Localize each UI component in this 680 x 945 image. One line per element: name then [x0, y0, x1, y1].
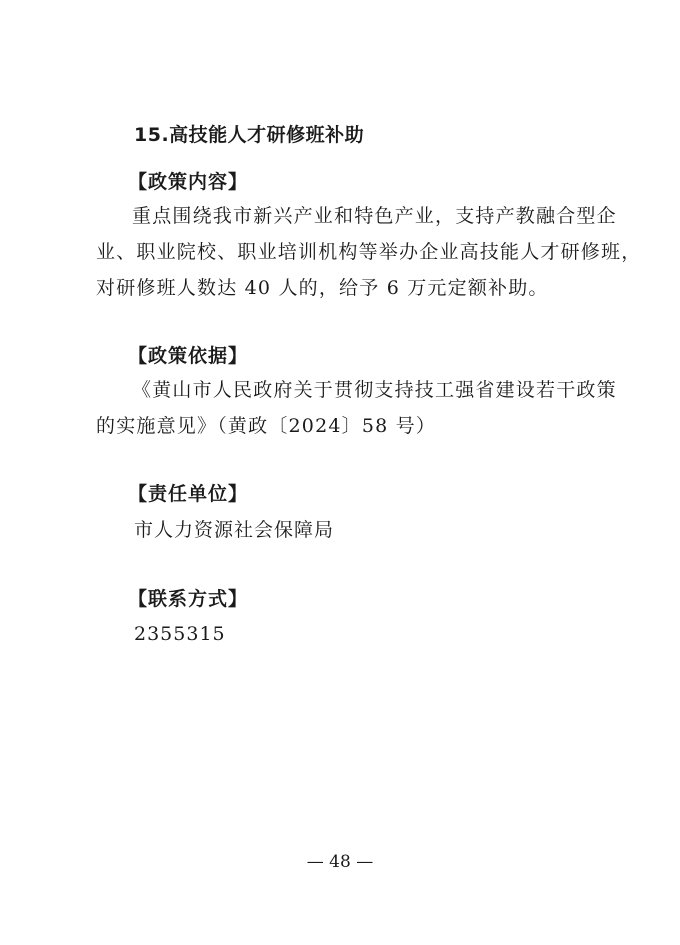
paragraph-line: 对研修班人数达 40 人的，给予 6 万元定额补助。 [96, 277, 549, 299]
policy-basis-paragraph [96, 372, 617, 444]
policy-content-paragraph [96, 198, 642, 306]
paragraph-line: 《黄山市人民政府关于贯彻支持技工强省建设若干政策 [132, 379, 617, 401]
policy-basis-heading: 【政策依据】 [128, 345, 249, 367]
policy-title: 15.高技能人才研修班补助 [134, 124, 365, 146]
contact-heading: 【联系方式】 [128, 588, 249, 610]
page-number: — 48 — [306, 852, 374, 872]
contact-phone: 2355315 [134, 623, 226, 645]
responsible-unit-text: 市人力资源社会保障局 [134, 519, 335, 541]
responsible-unit-heading: 【责任单位】 [128, 483, 249, 505]
paragraph-line: 的实施意见》（黄政〔2024〕58 号） [96, 415, 437, 437]
policy-content-heading: 【政策内容】 [128, 171, 249, 193]
paragraph-line: 业、职业院校、职业培训机构等举办企业高技能人才研修班， [96, 241, 642, 263]
paragraph-line: 重点围绕我市新兴产业和特色产业，支持产教融合型企 [132, 205, 617, 227]
